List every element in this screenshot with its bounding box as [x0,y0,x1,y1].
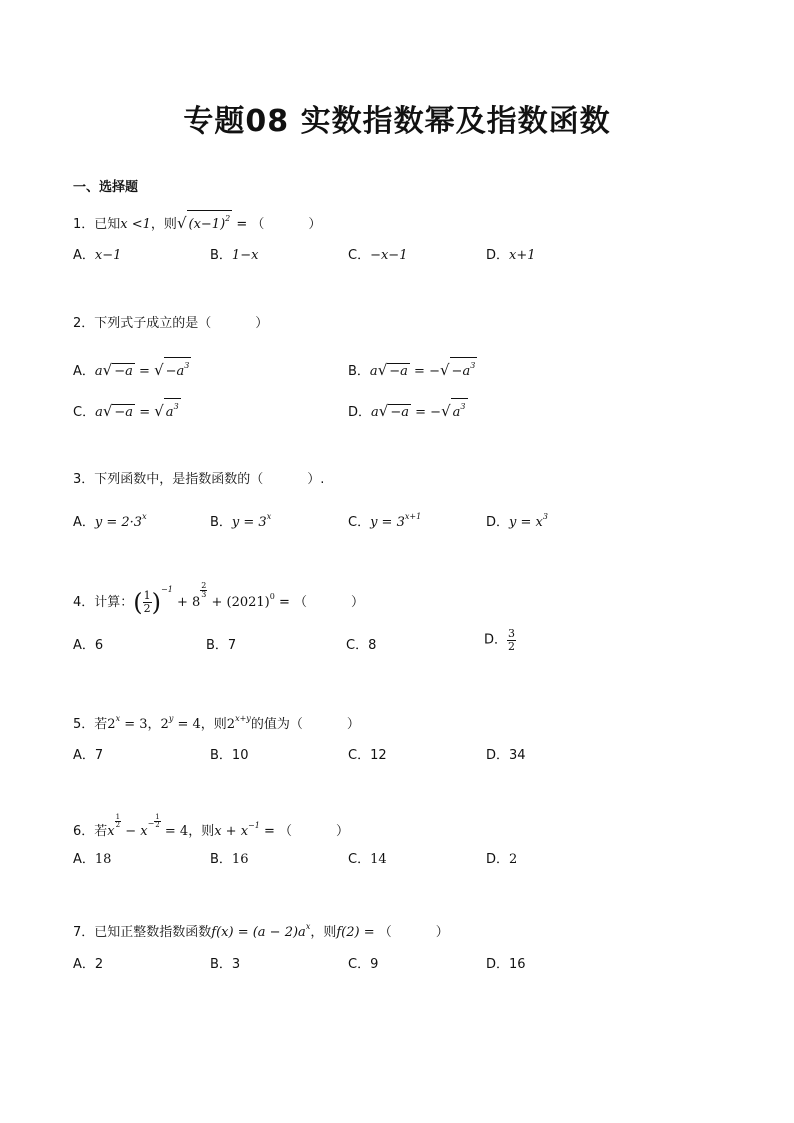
fraction-denominator: 2 [115,821,121,829]
q5-mid: ，则 [200,717,227,732]
option-value: 14 [370,852,387,867]
fraction-denominator: 2 [508,640,516,653]
section-heading: 一、选择题 [73,180,139,195]
q6-tail: = （ [259,824,293,839]
q5-option-b[interactable] [210,746,248,766]
right-paren-icon: ) [151,588,162,617]
option-label: D． [486,957,510,972]
q2-option-d[interactable] [348,398,468,423]
fraction-numerator: 3 [508,627,516,640]
q6-base-2: − x [121,824,148,839]
option-left: a [94,364,103,379]
q6-exponent-sign: − [147,819,155,828]
option-label: D． [484,632,508,648]
q6-option-c[interactable] [348,850,387,870]
option-eq: = [411,405,431,420]
option-base: y = 3 [370,515,405,530]
radicand-text: a [165,405,174,420]
option-radicand-1: −a [390,405,409,420]
fraction-denominator: 2 [143,602,151,615]
option-value: 3 [231,957,241,972]
option-expr: −x−1 [370,248,408,263]
question-7 [73,917,449,943]
q5-value-1: = 3 [120,717,148,732]
sqrt-icon: √ [377,361,388,379]
q1-radicand [187,210,233,233]
q7-function: f(x) = (a − 2)a [211,925,306,940]
question-1 [73,210,321,235]
q4-close: ） [351,595,365,610]
q6-close: ） [336,824,350,839]
q5-option-c[interactable] [348,746,387,766]
option-eq: = [134,364,155,379]
option-radicand-2 [164,357,192,380]
q7-option-d[interactable] [486,955,526,975]
q7-tail: （ [378,925,392,940]
q6-mid: ，则 [188,824,215,839]
question-2 [73,314,268,334]
radicand-exponent: 3 [184,361,190,370]
q5-value-2: = 4 [173,717,201,732]
q5-prefix: 5．若 [73,717,108,732]
q1-option-b[interactable] [210,246,258,266]
option-label: C． [348,852,371,867]
q4-option-c[interactable] [346,636,376,656]
option-base: y = x [509,515,543,530]
option-label: D． [486,852,510,867]
question-4 [73,580,364,615]
option-base: y = 3 [231,515,267,530]
option-radicand-2 [450,357,478,380]
option-value: 16 [231,852,249,867]
option-value: 6 [94,638,104,653]
option-left: a [369,364,378,379]
q3-close: ）. [307,472,325,487]
q2-option-a[interactable] [73,357,191,382]
option-label: A． [73,364,95,379]
option-label: D． [486,748,510,763]
q1-condition: x <1 [120,217,151,232]
option-label: D． [348,405,372,420]
option-label: A． [73,852,95,867]
option-label: C． [73,405,96,420]
option-eq: = [409,364,430,379]
option-eq: = [135,405,155,420]
option-radicand-1: −a [114,405,134,420]
option-label: B． [210,957,232,972]
q5-tail: 的值为（ [250,717,303,732]
option-label: D． [486,248,510,263]
sqrt-icon: √ [441,402,451,420]
radicand-text: a [452,405,461,420]
q7-ask: f(2) = [336,925,379,940]
option-label: C． [348,957,371,972]
question-5 [73,709,360,735]
option-value: 9 [370,957,379,972]
q3-option-c[interactable] [348,507,421,533]
q4-exponent-1: −1 [161,585,173,594]
q1-option-a[interactable] [73,246,121,266]
option-expr: x−1 [94,248,122,263]
option-label: B． [348,364,370,379]
option-value: 12 [370,748,387,763]
sqrt-icon: √ [176,214,187,232]
q2-option-c[interactable] [73,398,181,423]
q4-prefix: 4．计算： [73,595,134,610]
radicand-text: −a [451,364,471,379]
left-paren-icon: ( [133,588,143,617]
option-label: B． [210,852,232,867]
option-fraction [507,628,516,653]
q6-base-1: x [107,824,115,839]
q4-term-2: + 8 [172,595,201,610]
q7-option-a[interactable] [73,955,103,975]
fraction-numerator: 2 [201,581,207,590]
q4-fraction [143,590,152,615]
q1-radicand-text: (x−1) [188,217,226,232]
option-value: 10 [231,748,249,763]
sqrt-icon: √ [378,402,389,420]
q5-separator: ， [147,717,161,732]
q2-option-b[interactable] [348,357,477,382]
q3-option-d[interactable] [486,507,548,533]
q4-option-d[interactable] [484,628,516,653]
q3-option-b[interactable] [210,507,271,533]
option-exponent: x [142,512,147,521]
q5-exponent-3: x+y [235,714,251,723]
fraction-numerator: 1 [115,813,121,821]
option-base: y = 2·3 [94,515,143,530]
q4-term-3: + (2021) [207,595,270,610]
sqrt-icon: √ [154,402,164,420]
q6-option-a[interactable] [73,850,111,870]
option-label: D． [486,515,510,530]
q5-base-3: 2 [226,717,236,732]
q4-tail: = （ [274,595,308,610]
q6-option-d[interactable] [486,850,517,870]
q7-option-b[interactable] [210,955,240,975]
option-value: 8 [368,638,377,653]
option-label: B． [206,638,228,653]
sqrt-icon: √ [102,402,113,420]
q1-prefix: 1．已知 [73,217,121,232]
option-label: B． [210,515,232,530]
sqrt-icon: √ [439,361,450,379]
radicand-exponent: 3 [470,361,476,370]
option-radicand-2 [451,398,468,421]
option-value: 2 [509,852,518,867]
q1-option-c[interactable] [348,246,407,266]
option-label: C． [348,515,371,530]
option-value: 2 [94,957,104,972]
q7-option-c[interactable] [348,955,378,975]
radicand-exponent: 3 [460,402,466,411]
option-radicand-1: −a [114,364,133,379]
q1-option-d[interactable] [486,246,536,266]
option-radicand-1: −a [389,364,408,379]
option-expr: x+1 [509,248,536,263]
option-label: A． [73,748,95,763]
option-value: 16 [509,957,526,972]
option-value: 7 [227,638,237,653]
q3-stem: 3．下列函数中，是指数函数的（ [73,472,264,487]
q5-option-d[interactable] [486,746,526,766]
radicand-exponent: 3 [173,402,179,411]
option-value: 34 [509,748,526,763]
radicand-text: −a [165,364,185,379]
q4-option-b[interactable] [206,636,236,656]
option-label: C． [346,638,369,653]
q5-exponent-2: y [168,714,174,723]
q5-base-2: 2 [160,717,169,732]
q7-prefix: 7．已知正整数指数函数 [73,925,212,940]
q2-close: ） [255,316,269,331]
q1-close: ） [308,217,322,232]
fraction-denominator: 3 [201,590,207,599]
option-left: a [371,405,379,420]
option-exponent: 3 [542,512,548,521]
q6-option-b[interactable] [210,850,248,870]
q5-close: ） [346,717,360,732]
q3-option-a[interactable] [73,507,147,533]
option-radicand-2 [164,398,181,421]
question-3 [73,470,324,490]
option-label: C． [348,248,371,263]
q4-option-a[interactable] [73,636,103,656]
q4-exponent-3: 0 [269,592,275,601]
sqrt-icon: √ [102,361,113,379]
q6-expression: x + x [214,824,249,839]
option-value: 7 [94,748,104,763]
q5-base-1: 2 [107,717,116,732]
q5-option-a[interactable] [73,746,103,766]
q6-prefix: 6．若 [73,824,108,839]
option-label: A． [73,638,95,653]
option-label: B． [210,748,232,763]
q2-stem: 2．下列式子成立的是（ [73,316,212,331]
fraction-numerator: 1 [143,589,151,602]
q6-equals: = 4 [160,824,189,839]
q5-exponent-1: x [115,714,121,723]
option-exponent: x [266,512,272,521]
q1-exponent: 2 [225,214,231,223]
page-title: 专题08 实数指数幂及指数函数 [183,104,611,139]
option-value: 18 [94,852,112,867]
option-left: a [95,405,103,420]
sqrt-icon: √ [154,361,164,379]
option-neg: − [430,405,442,420]
option-label: A． [73,957,95,972]
option-label: A． [73,248,95,263]
option-label: A． [73,515,95,530]
question-6 [73,814,349,842]
q7-close: ） [435,925,449,940]
option-neg: − [429,364,440,379]
option-exponent: x+1 [404,512,422,521]
option-label: C． [348,748,371,763]
q7-mid: ，则 [310,925,337,940]
q1-tail: = （ [232,217,265,232]
q7-function-exponent: x [305,922,311,931]
q1-mid: ，则 [150,217,177,232]
fraction-denominator: 2 [155,821,160,829]
q6-expression-exponent: −1 [248,821,260,830]
fraction-numerator: 1 [155,813,160,821]
option-expr: 1−x [231,248,259,263]
option-label: B． [210,248,232,263]
